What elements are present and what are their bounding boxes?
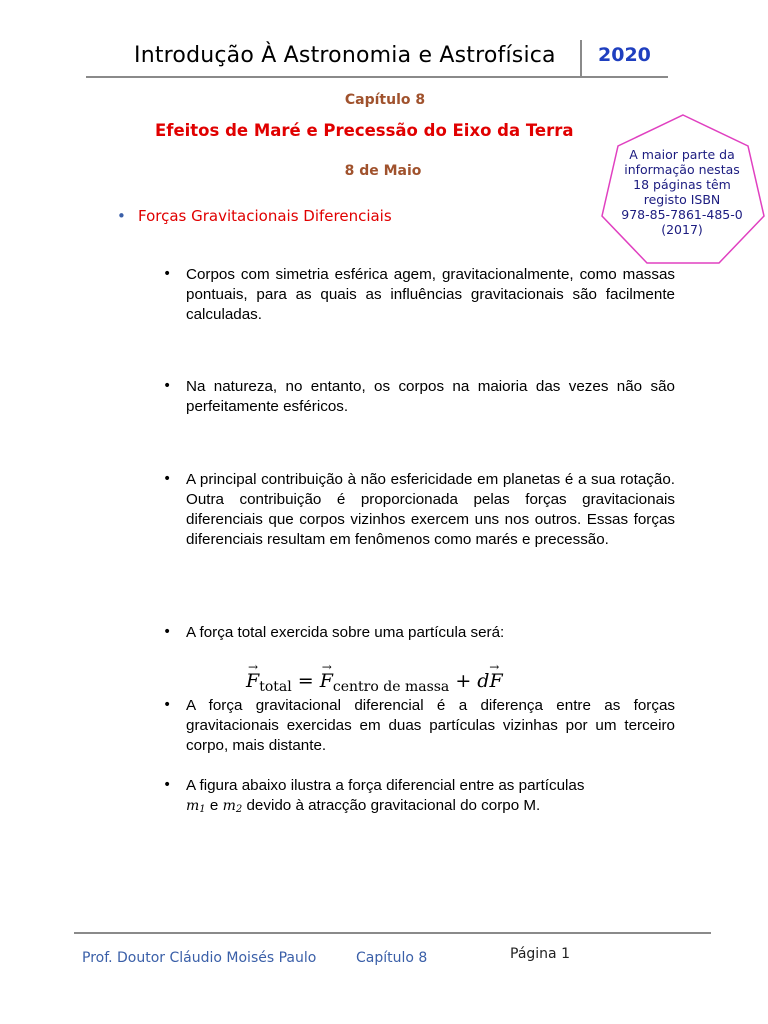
section-heading: Forças Gravitacionais Diferenciais [138, 207, 392, 225]
bullet-dot-icon: • [163, 471, 172, 487]
footer-chapter: Capítulo 8 [356, 950, 428, 966]
header-rule [86, 76, 668, 78]
footer-author: Prof. Doutor Cláudio Moisés Paulo [82, 950, 317, 966]
footer-rule [74, 932, 711, 934]
callout-line: 18 páginas têm [633, 177, 731, 192]
header-separator [580, 40, 582, 78]
vector-arrow-icon: → [248, 660, 259, 674]
subscript-centro-de-massa: centro de massa [332, 679, 450, 695]
callout-line: registo ISBN [643, 192, 721, 207]
bullet-paragraph: A força total exercida sobre uma partícula será: [186, 624, 505, 641]
footer-page-number: Página 1 [510, 946, 570, 962]
bullet-dot-icon: • [163, 697, 172, 713]
bullet-paragraph: Na natureza, no entanto, os corpos na maioria das vezes não são perfeitamente esféricos. [186, 378, 675, 415]
vector-df: → dF [477, 660, 503, 692]
bullet-dot-icon: • [163, 624, 172, 640]
bullet-dot-icon: • [163, 777, 172, 793]
subscript-total: total [259, 679, 292, 695]
header-year: 2020 [598, 44, 651, 66]
bullet-dot-icon: • [163, 266, 172, 282]
chapter-title: Efeitos de Maré e Precessão do Eixo da Terra [155, 121, 574, 140]
bullet-paragraph: A força gravitacional diferencial é a diferença entre as forças gravitacionais exercidas em duas partículas vizinhas por um terceiro corpo, mais distante. [186, 697, 675, 754]
vector-f-center-of-mass: → F [319, 660, 333, 692]
symbol-m2: m2 [222, 798, 243, 815]
bullet-paragraph: Corpos com simetria esférica agem, gravitacionalmente, como massas pontuais, para as quais as influências gravitacionais são facilmente calculadas. [186, 266, 675, 323]
callout-isbn-note [610, 147, 754, 237]
plus-sign: + [455, 670, 472, 692]
bullet-dot-icon: • [163, 378, 172, 394]
chapter-label: Capítulo 8 [344, 92, 426, 108]
callout-line: informação nestas [624, 162, 740, 177]
callout-line: 978-85-7861-485-0 [621, 207, 743, 222]
bullet-paragraph-figure-reference: A figura abaixo ilustra a força diferencial entre as partículas m1 e m2 devido à atracção gravitacional do corpo M. [186, 777, 585, 815]
callout-line: (2017) [661, 222, 703, 237]
document-header-title: Introdução À Astronomia e Astrofísica [134, 43, 556, 68]
equals-sign: = [297, 670, 314, 692]
chapter-date: 8 de Maio [344, 163, 422, 179]
vector-arrow-icon: → [489, 660, 500, 674]
section-bullet-icon: • [117, 207, 126, 225]
symbol-m1: m1 [186, 798, 206, 815]
callout-line: A maior parte da [629, 147, 735, 162]
vector-arrow-icon: → [321, 660, 332, 674]
total-force-formula [246, 660, 503, 695]
bullet-paragraph: A principal contribuição à não esfericidade em planetas é a sua rotação. Outra contribuição é proporcionada pelas forças gravitacionais diferenciais que corpos vizinhos exercem uns nos outros. Essas forças diferenciais resultam em fenômenos como marés e precessão. [186, 471, 675, 548]
vector-f-total: → F [246, 660, 260, 692]
